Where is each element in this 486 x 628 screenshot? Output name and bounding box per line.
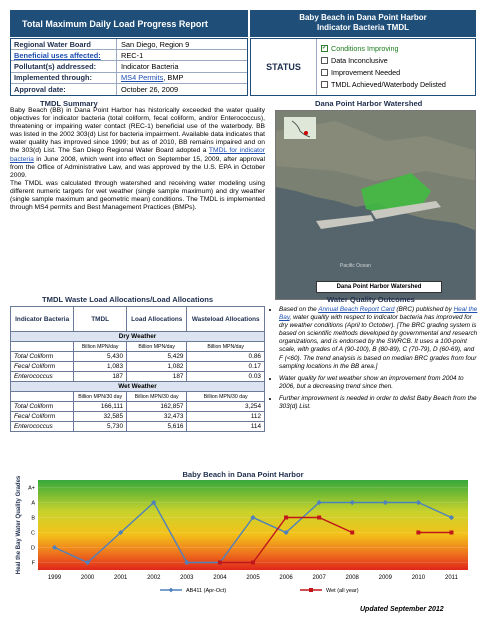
plot-background [38, 480, 468, 570]
map-caption: Dana Point Harbor Watershed [316, 281, 442, 293]
data-point [317, 516, 321, 520]
x-tick-label: 2009 [378, 575, 392, 581]
meta-key: Pollutant(s) addressed: [14, 61, 97, 71]
data-point [251, 561, 255, 565]
wla-unit: Billion MPN/30 day [127, 392, 187, 402]
wla-cell: 114 [187, 422, 265, 432]
wla-unit: Billion MPN/day [74, 342, 127, 352]
wla-table [10, 306, 265, 432]
meta-row-uses [11, 50, 247, 61]
map-ocean-label: Pacific Ocean [340, 263, 371, 269]
chart-svg [10, 470, 476, 602]
meta-row-board [11, 39, 247, 50]
data-point [416, 531, 420, 535]
table-row [11, 402, 265, 412]
wla-unit: Billion MPN/day [187, 342, 265, 352]
wla-cell: 162,857 [127, 402, 187, 412]
meta-value-rest: , BMP [163, 73, 184, 83]
waterbody-title [250, 10, 476, 37]
wla-cell: 32,473 [127, 412, 187, 422]
table-row [11, 352, 265, 362]
outcomes-list [270, 306, 478, 415]
wla-cell: 1,083 [74, 362, 127, 372]
y-tick-label: D [31, 545, 35, 552]
wla-cell: Total Coliform [11, 402, 74, 412]
wla-header: Wasteload Allocations [187, 307, 265, 332]
table-row [11, 412, 265, 422]
beneficial-uses-link[interactable]: Beneficial uses affected: [14, 50, 101, 60]
outcome-text: (BRC) published by [394, 306, 454, 313]
y-tick-label: F [31, 560, 35, 567]
checkbox-checked-icon: ✓ [321, 45, 328, 51]
status-option-label: Data Inconclusive [331, 55, 388, 65]
y-tick-label: A [31, 500, 35, 507]
tmdl-name: Indicator Bacteria TMDL [316, 23, 409, 32]
meta-row-pollutant [11, 61, 247, 72]
wla-header-row [11, 307, 265, 332]
waterbody-name: Baby Beach in Dana Point Harbor [299, 13, 427, 22]
wla-cell: 5,730 [74, 422, 127, 432]
list-item: • Water quality for wet weather show an improvement from 2004 to 2006, but a decreasing trend since then. [279, 375, 478, 391]
x-tick-label: 2008 [345, 575, 359, 581]
legend-label: AB411 (Apr-Oct) [186, 588, 227, 594]
ms4-permits-link[interactable]: MS4 Permits [121, 73, 164, 83]
report-title [10, 10, 248, 37]
legend-marker [169, 588, 174, 593]
wla-cell: 32,585 [74, 412, 127, 422]
meta-row-implemented [11, 73, 247, 84]
updated-date: Updated September 2012 [360, 606, 444, 613]
status-option-improving [321, 42, 475, 54]
y-tick-label: C [31, 530, 35, 537]
meta-value: REC-1 [116, 50, 247, 60]
y-tick-label: B [31, 515, 35, 522]
outcome-text: , water quality with respect to indicator bacteria has improved for dry weather conditions (April to October). [The BRC grading system is based on scientific methods developed by governmental and research organizations, and is endorsed by the SWRCB. It uses a 100-point scale, with grades of A (90-100), B (80-89), C (70-79), D (60-69), and F (<60). The trend analysis is based on median BRC grades from four sampling locations in the BB area.] [279, 314, 478, 370]
wet-weather-label: Wet Weather [11, 382, 265, 392]
outcome-text: Based on the [279, 306, 319, 313]
wla-cell: 0.86 [187, 352, 265, 362]
x-tick-label: 2001 [114, 575, 128, 581]
summary-text-part: in June 2008, which went into effect on September 15, 2009, after approval from the Office of Administrative Law, and was approved by the U.S. EPA in October 2009. [10, 155, 265, 179]
wla-cell: 3,254 [187, 402, 265, 412]
y-tick-label: A+ [28, 485, 35, 492]
data-point [218, 561, 222, 565]
list-item [279, 306, 478, 371]
wla-cell: 112 [187, 412, 265, 422]
status-option-inconclusive [321, 54, 475, 66]
dry-weather-label: Dry Weather [11, 332, 265, 342]
status-label: STATUS [251, 39, 317, 95]
map-title: Dana Point Harbor Watershed [315, 99, 423, 108]
status-option-label: Improvement Needed [331, 67, 401, 77]
table-row [11, 372, 265, 382]
summary-paragraph-2: The TMDL was calculated through watershed and receiving water modeling using different numeric targets for wet weather (single sample maximum) and dry weather (single sample maximum and geometric mean) conditions. The TMDL is implemented through MS4 permits and Best Management Practices (BMPs). [10, 179, 265, 212]
wla-cell: Enterococcus [11, 422, 74, 432]
wla-cell: 0.17 [187, 362, 265, 372]
table-row [11, 422, 265, 432]
tmdl-indicator-bacteria-link[interactable]: TMDL for indicator bacteria [10, 147, 265, 163]
status-option-label: TMDL Achieved/Waterbody Delisted [331, 79, 446, 89]
wla-cell: 5,429 [127, 352, 187, 362]
wla-header: Indicator Bacteria [11, 307, 74, 332]
x-tick-label: 2004 [213, 575, 227, 581]
x-tick-label: 2003 [180, 575, 194, 581]
wla-blank [11, 342, 74, 352]
meta-value [116, 73, 247, 83]
x-tick-label: 2005 [246, 575, 260, 581]
wla-cell: Fecal Coliform [11, 412, 74, 422]
legend-marker [309, 588, 313, 592]
x-tick-labels [48, 575, 459, 581]
watershed-map [275, 110, 476, 300]
tmdl-meta-table [10, 38, 248, 96]
wla-header: TMDL [74, 307, 127, 332]
x-tick-label: 2002 [147, 575, 161, 581]
wla-cell: 5,430 [74, 352, 127, 362]
y-tick-labels [28, 486, 36, 567]
checkbox-empty-icon [321, 81, 328, 88]
outcomes-title: Water Quality Outcomes [327, 295, 415, 304]
meta-key: Regional Water Board [14, 39, 91, 49]
x-tick-label: 1999 [47, 575, 62, 581]
summary-text [10, 107, 265, 212]
status-option-needed [321, 66, 475, 78]
data-point [284, 516, 288, 520]
chart-title: Baby Beach in Dana Point Harbor [182, 470, 304, 479]
meta-key: Approval date: [14, 84, 66, 94]
status-option-label: Conditions Improving [331, 43, 399, 53]
wla-header: Load Allocations [127, 307, 187, 332]
meta-value: Indicator Bacteria [116, 61, 247, 71]
meta-key: Implemented through: [14, 73, 93, 83]
grades-chart [10, 470, 476, 602]
data-point [350, 531, 354, 535]
summary-text-part: Baby Beach (BB) in Dana Point Harbor has historically exceeded the water quality objectives for indicator bacteria (total coliform, fecal coliform, and/or Enterococcus), threatening or impairing water contact (REC-1) beneficial use of the waterbody. BB was listed in the 2002 303(d) List for bacteria impairment. Available data indicates that water quality has improved since 1999; but as of 2010, BB remains impaired and on the 303(d) List. The San Diego Regional Water Board adopted a [10, 107, 265, 155]
y-axis-label: Heal the Bay Water Quality Grades [16, 475, 22, 575]
wla-unit: Billion MPN/day [127, 342, 187, 352]
wla-cell: 1,082 [127, 362, 187, 372]
x-tick-label: 2007 [312, 575, 326, 581]
wla-cell: 0.03 [187, 372, 265, 382]
wla-unit: Billion MPN/30 day [74, 392, 127, 402]
chart-legend [160, 588, 359, 594]
wla-title: TMDL Waste Load Allocations/Load Allocations [42, 295, 214, 304]
wla-cell: 187 [74, 372, 127, 382]
meta-value: October 26, 2009 [116, 84, 247, 95]
status-box [250, 38, 476, 96]
legend-label: Wet (all year) [326, 588, 359, 594]
meta-value: San Diego, Region 9 [116, 39, 247, 49]
checkbox-empty-icon [321, 57, 328, 64]
wla-cell: 166,111 [74, 402, 127, 412]
status-options [317, 39, 475, 95]
wla-cell: 187 [127, 372, 187, 382]
checkbox-empty-icon [321, 69, 328, 76]
watershed-map-image [276, 111, 476, 300]
beach-report-card-link[interactable]: Annual Beach Report Card [318, 306, 395, 313]
status-option-achieved [321, 78, 475, 90]
wla-blank [11, 392, 74, 402]
meta-row-approval [11, 84, 247, 95]
table-row [11, 362, 265, 372]
wla-cell: Fecal Coliform [11, 362, 74, 372]
data-point [449, 531, 453, 535]
x-tick-label: 2011 [445, 575, 458, 581]
report-title-text: Total Maximum Daily Load Progress Report [22, 18, 208, 29]
x-tick-label: 2000 [80, 575, 95, 581]
x-tick-label: 2006 [279, 575, 293, 581]
wla-unit: Billion MPN/30 day [187, 392, 265, 402]
list-item: • Further improvement is needed in order to delist Baby Beach from the 303(d) List. [279, 395, 478, 411]
summary-title: TMDL Summary [40, 99, 98, 108]
wla-cell: 5,616 [127, 422, 187, 432]
x-tick-label: 2010 [411, 575, 426, 581]
heal-the-bay-link[interactable]: Heal the Bay [279, 306, 478, 322]
summary-paragraph-1 [10, 107, 265, 180]
wla-cell: Total Coliform [11, 352, 74, 362]
wla-cell: Enterococcus [11, 372, 74, 382]
